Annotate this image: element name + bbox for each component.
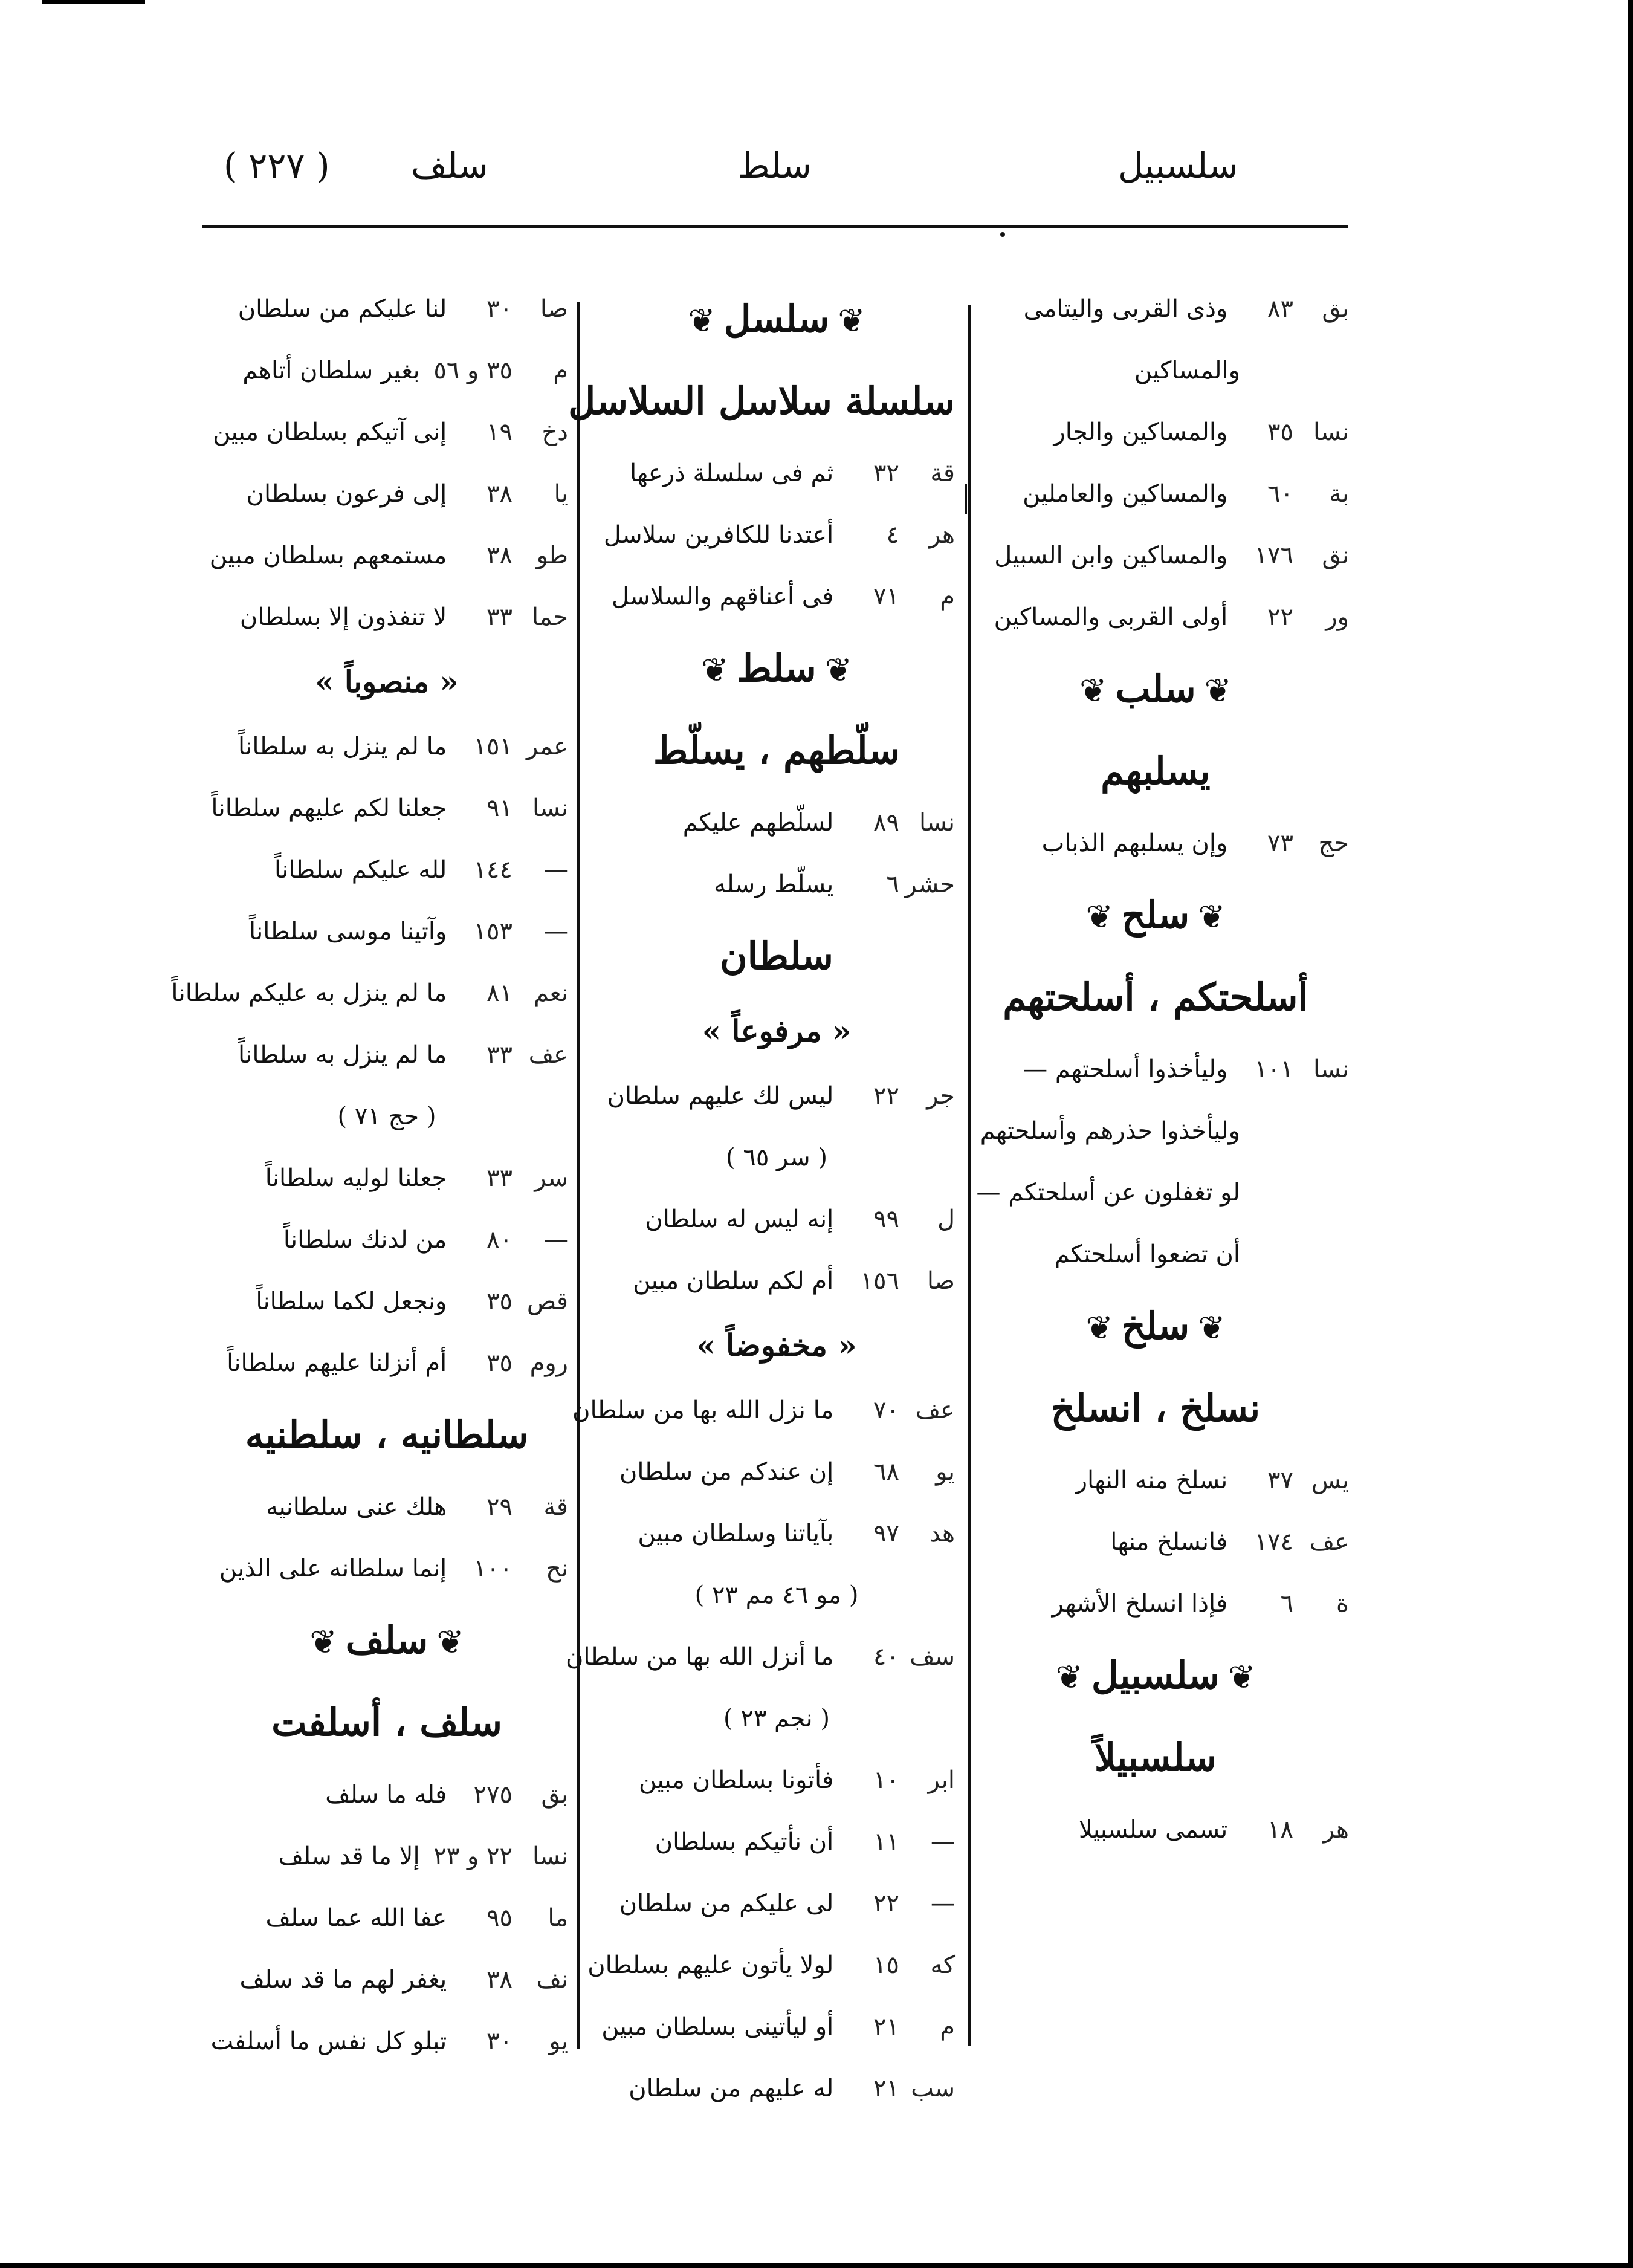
verse-excerpt: فى أعناقهم والسلاسل [611,583,834,611]
verse-number: ٣٧ [1267,1466,1293,1494]
concordance-line [205,839,568,901]
verse-number: ٤ [886,521,899,549]
root-word: سلخ [1121,1304,1190,1348]
surah-abbrev: م [940,583,955,611]
surah-abbrev: قص [526,1288,568,1315]
ornament-icon: ❦ [824,651,852,689]
surah-abbrev: نسا [532,794,568,822]
concordance-line [962,1038,1349,1100]
verse-excerpt: لا تنفذون إلا بسلطان [239,603,447,631]
surah-abbrev: حما [531,603,568,631]
verse-number: ١٠٠ [473,1555,513,1583]
verse-number: ٣٥ [487,1288,513,1315]
surah-abbrev: م [940,2013,955,2041]
surah-abbrev: ل [937,1205,955,1233]
verse-excerpt: ونجعل لكما سلطاناً [256,1288,447,1315]
concordance-line [205,1826,568,1887]
concordance-line [205,1271,568,1332]
case-label: « مخفوضاً » [696,1327,857,1363]
verse-number: ٧١ [873,583,899,611]
verse-number: ٢١ [873,2013,899,2041]
verse-excerpt: أولى القربى والمساكين [994,603,1228,631]
verse-number: ٦٠ [1267,480,1293,508]
surah-abbrev: بق [1322,295,1349,323]
verse-excerpt: والمساكين والجار [1053,418,1228,446]
verse-number: ١٤٤ [473,856,513,884]
header-dot [1000,232,1005,237]
surah-abbrev: قة [930,459,955,487]
surah-abbrev: حشر [905,870,955,898]
running-head-middle: سلط [737,145,812,186]
verse-number: ١٥ [873,1951,899,1979]
verse-number: ٢٧٥ [473,1781,513,1809]
verse-excerpt: أن نأتيكم بسلطان [655,1828,834,1856]
verse-number: ١٠١ [1254,1055,1293,1083]
verse-excerpt: له عليهم من سلطان [629,2075,834,2102]
verse-excerpt: أم أنزلنا عليهم سلطاناً [227,1349,447,1377]
verse-number: ٧٣ [1267,829,1293,857]
concordance-line [205,1147,568,1209]
verse-excerpt: فانسلخ منها [1110,1528,1228,1556]
verse-number: ٣٨ [487,480,513,508]
derived-forms-heading: يسلبهم [1101,749,1211,793]
concordance-line [205,777,568,839]
verse-number: ٣٨ [487,542,513,569]
surah-abbrev: نسا [1313,418,1349,446]
verse-excerpt: إلى فرعون بسلطان [246,480,447,508]
concordance-line [962,1573,1349,1635]
verse-excerpt: جعلنا لكم عليهم سلطاناً [211,794,447,822]
derived-forms-heading: سلطانيه ، سلطنيه [245,1413,529,1457]
verse-number: ٧٠ [873,1396,899,1424]
derived-forms-heading: سلف ، أسلفت [271,1700,502,1745]
verse-excerpt: ما أنزل الله بها من سلطان [565,1643,834,1671]
surah-abbrev: جر [926,1082,955,1110]
ornament-icon: ❦ [1228,1658,1256,1696]
verse-excerpt: تبلو كل نفس ما أسلفت [210,2027,447,2055]
concordance-line [205,1764,568,1826]
verse-continuation [962,1162,1349,1223]
verse-excerpt: وإن يسلبهم الذباب [1041,829,1228,857]
root-word: سلط [737,646,816,690]
surah-abbrev: — [544,856,568,884]
surah-abbrev: ور [1325,603,1349,631]
verse-number: ٣٣ [487,1041,513,1069]
ornament-icon: ❦ [1085,1309,1113,1347]
surah-abbrev: عمر [526,733,568,760]
cross-reference: ( نجم ٢٣ ) [723,1705,830,1732]
verse-number: ٣٠ [487,2027,513,2055]
concordance-line [598,792,955,854]
surah-abbrev: — [544,1226,568,1254]
surah-abbrev: يو [549,2027,568,2055]
scan-edge-bottom [0,2263,1633,2268]
concordance-line [205,340,568,401]
verse-excerpt: إن عندكم من سلطان [619,1458,834,1486]
verse-number: ١٥١ [473,733,513,760]
concordance-line [962,463,1349,525]
verse-number: ١٠ [873,1766,899,1794]
concordance-line [962,525,1349,586]
concordance-line [598,1188,955,1250]
verse-excerpt: لى عليكم من سلطان [619,1890,834,1917]
concordance-line [205,1476,568,1538]
column-right [962,278,1349,1861]
verse-excerpt: والمساكين والعاملين [1023,480,1228,508]
ornament-icon: ❦ [838,302,865,340]
derived-forms-heading: سلّطهم ، يسلّط [653,728,901,773]
concordance-line [598,1996,955,2058]
ornament-icon: ❦ [1198,1309,1226,1347]
surah-abbrev: بق [541,1781,568,1809]
verse-excerpt: إنه ليس له سلطان [645,1205,834,1233]
verse-excerpt: وليأخذوا حذرهم وأسلحتهم [980,1117,1240,1145]
case-label: « مرفوعاً » [702,1013,852,1049]
concordance-line [205,1024,568,1086]
surah-abbrev: — [931,1890,955,1917]
verse-excerpt: ما لم ينزل به عليكم سلطاناً [171,979,447,1007]
verse-continuation [962,340,1349,401]
verse-number: ٢٢ [873,1082,899,1110]
verse-continuation [962,1223,1349,1285]
surah-abbrev: نح [546,1555,568,1583]
verse-excerpt: وآتينا موسى سلطاناً [248,918,447,945]
derived-forms-heading: نسلخ ، انسلخ [1050,1386,1261,1430]
derived-forms-heading: سلطان [720,934,833,978]
verse-number: ٩٧ [873,1520,899,1547]
verse-excerpt: عفا الله عما سلف [265,1904,447,1932]
verse-excerpt: أن تضعوا أسلحتكم [1054,1240,1240,1268]
ornament-icon: ❦ [701,651,729,689]
concordance-line [205,1949,568,2010]
concordance-line [205,901,568,962]
surah-abbrev: روم [529,1349,568,1377]
verse-excerpt: فإذا انسلخ الأشهر [1052,1590,1228,1618]
root-word: سلح [1121,893,1190,937]
verse-excerpt: لله عليكم سلطاناً [274,856,447,884]
verse-excerpt: هلك عنى سلطانيه [266,1493,447,1521]
scan-edge-top [42,0,145,4]
page-number: ( ٢٢٧ ) [224,145,330,186]
verse-number: ٢٩ [487,1493,513,1521]
verse-excerpt: فأتونا بسلطان مبين [638,1766,834,1794]
verse-excerpt: لولا يأتون عليهم بسلطان [587,1951,834,1979]
running-head-left: سلف [411,145,488,186]
concordance-line [598,1441,955,1503]
verse-number: ١٧٦ [1254,542,1293,569]
verse-number: ١٥٦ [860,1267,899,1295]
concordance-line [205,1332,568,1394]
concordance-line [598,1250,955,1312]
ornament-icon: ❦ [1198,898,1226,936]
concordance-line [587,1934,955,1996]
concordance-line [572,1379,955,1441]
verse-number: ١٩ [487,418,513,446]
verse-number: ٩١ [487,794,513,822]
verse-excerpt: والمساكين [1134,357,1240,384]
surah-abbrev: سر [534,1164,568,1192]
concordance-line [205,1887,568,1949]
verse-excerpt: لسلّطهم عليكم [682,809,834,837]
verse-excerpt: تسمى سلسبيلا [1078,1816,1228,1844]
verse-number: ٦٨ [873,1458,899,1486]
concordance-line [962,1450,1349,1511]
verse-excerpt: أعتدنا للكافرين سلاسل [603,521,834,549]
concordance-line [205,525,568,586]
surah-abbrev: عف [1309,1528,1349,1556]
surah-abbrev: عف [915,1396,955,1424]
verse-number: ١١ [873,1828,899,1856]
verse-excerpt: ما لم ينزل به سلطاناً [238,733,447,760]
surah-abbrev: طو [536,542,568,569]
verse-number: ٨٠ [487,1226,513,1254]
verse-excerpt: يغفر لهم ما قد سلف [239,1966,447,1994]
derived-forms-heading: أسلحتكم ، أسلحتهم [1003,975,1308,1019]
ornament-icon: ❦ [1085,898,1113,936]
verse-number: ٤٠ [873,1643,899,1671]
surah-abbrev: ابر [928,1766,955,1794]
concordance-line [962,586,1349,648]
surah-abbrev: قة [543,1493,568,1521]
verse-number: ٣٥ و ٥٦ [433,357,513,384]
verse-excerpt: وليأخذوا أسلحتهم — [1023,1055,1228,1083]
header-rule [202,225,1348,228]
verse-excerpt: وذى القربى واليتامى [1023,295,1228,323]
ornament-icon: ❦ [1055,1658,1083,1696]
derived-forms-heading: سلسبيلاً [1094,1735,1217,1780]
surah-abbrev: عف [528,1041,568,1069]
column-left [171,278,568,2072]
root-heading [962,648,1349,730]
verse-excerpt: بآياتنا وسلطان مبين [638,1520,834,1547]
surah-abbrev: ما [548,1904,568,1932]
verse-number: ٣٢ [873,459,899,487]
concordance-line [598,1503,955,1564]
verse-number: ٣٨ [487,1966,513,1994]
verse-continuation [962,1100,1349,1162]
concordance-line [598,442,955,504]
verse-number: ٨٣ [1267,295,1293,323]
verse-number: ٣٣ [487,603,513,631]
concordance-line [205,2010,568,2072]
surah-abbrev: ة [1336,1590,1349,1618]
root-heading [598,627,955,710]
ornament-icon: ❦ [436,1623,464,1661]
surah-abbrev: صا [926,1267,955,1295]
concordance-line [962,401,1349,463]
verse-excerpt: أم لكم سلطان مبين [633,1267,834,1295]
surah-abbrev: سب [911,2075,955,2102]
verse-number: ٦ [886,870,899,898]
verse-number: ٣٥ [487,1349,513,1377]
verse-number: ٢٢ و ٢٣ [433,1842,513,1870]
verse-number: ٩٥ [487,1904,513,1932]
surah-abbrev: هد [929,1520,955,1547]
verse-excerpt: مستمعهم بسلطان مبين [209,542,447,569]
surah-abbrev: يو [936,1458,955,1486]
concordance-line [565,1626,955,1688]
concordance-line [598,566,955,627]
root-heading [205,1599,568,1682]
root-heading [598,278,955,360]
surah-abbrev: م [553,357,568,384]
derived-forms-heading: سلسلة سلاسل السلاسل [568,379,955,423]
surah-abbrev: — [931,1828,955,1856]
verse-excerpt: من لدنك سلطاناً [283,1226,447,1254]
verse-excerpt: بغير سلطان أتاهم [242,357,420,384]
concordance-line [598,1811,955,1873]
case-label: « منصوباً » [315,664,459,699]
concordance-line [205,716,568,777]
root-word: سلسبيل [1091,1653,1220,1697]
surah-abbrev: بة [1329,480,1349,508]
scan-edge-right [1628,0,1633,2268]
verse-excerpt: فله ما سلف [325,1781,447,1809]
root-word: سلف [345,1618,428,1662]
surah-abbrev: هر [1322,1816,1349,1844]
concordance-line [598,1749,955,1811]
verse-excerpt: جعلنا لوليه سلطاناً [265,1164,447,1192]
verse-excerpt: يسلّط رسله [714,870,834,898]
ornament-icon: ❦ [1204,672,1232,710]
root-word: سلسل [723,297,830,341]
ornament-icon: ❦ [688,302,716,340]
cross-reference: ( مو ٤٦ مم ٢٣ ) [694,1581,859,1609]
cross-reference: ( سر ٦٥ ) [726,1144,827,1171]
column-middle [565,278,955,2119]
surah-abbrev: نف [536,1966,568,1994]
verse-number: ٢١ [873,2075,899,2102]
verse-excerpt: ثم فى سلسلة ذرعها [630,459,834,487]
surah-abbrev: نسا [1313,1055,1349,1083]
concordance-line [598,2058,955,2119]
concordance-line [962,1511,1349,1573]
verse-number: ٣٥ [1267,418,1293,446]
concordance-line [205,463,568,525]
root-heading [962,1285,1349,1367]
ornament-icon: ❦ [1079,672,1107,710]
concordance-line [598,1065,955,1127]
surah-abbrev: صا [540,295,568,323]
root-heading [962,1635,1349,1717]
surah-abbrev: دخ [542,418,568,446]
verse-number: ٣٠ [487,295,513,323]
concordance-line [962,812,1349,874]
verse-number: ٨٩ [873,809,899,837]
verse-number: ٨١ [487,979,513,1007]
surah-abbrev: يس [1311,1466,1349,1494]
verse-excerpt: لنا عليكم من سلطان [238,295,447,323]
surah-abbrev: يا [554,480,568,508]
concordance-line [962,1799,1349,1861]
root-word: سلب [1115,667,1196,711]
verse-excerpt: والمساكين وابن السبيل [994,542,1228,569]
column-rule-left [577,302,580,2049]
surah-abbrev: نعم [533,979,568,1007]
verse-number: ١٥٣ [473,918,513,945]
verse-number: ١٨ [1267,1816,1293,1844]
verse-excerpt: أو ليأتينى بسلطان مبين [601,2013,834,2041]
verse-excerpt: نسلخ منه النهار [1075,1466,1228,1494]
verse-number: ٢٢ [873,1890,899,1917]
verse-excerpt: إنما سلطانه على الذين [219,1555,447,1583]
concordance-line [205,586,568,648]
concordance-line [205,401,568,463]
concordance-line [171,962,568,1024]
verse-number: ٢٢ [1267,603,1293,631]
verse-excerpt: ما لم ينزل به سلطاناً [238,1041,447,1069]
ornament-icon: ❦ [309,1623,337,1661]
surah-abbrev: نسا [919,809,955,837]
surah-abbrev: هر [928,521,955,549]
concordance-line [598,1873,955,1934]
verse-number: ٦ [1280,1590,1293,1618]
surah-abbrev: نق [1322,542,1349,569]
root-heading [962,874,1349,956]
surah-abbrev: نسا [532,1842,568,1870]
surah-abbrev: كه [930,1951,955,1979]
concordance-line [962,278,1349,340]
verse-excerpt: ليس لك عليهم سلطان [607,1082,834,1110]
surah-abbrev: — [544,918,568,945]
concordance-line [598,504,955,566]
verse-excerpt: إلا ما قد سلف [278,1842,420,1870]
concordance-line [205,278,568,340]
running-head-right: سلسبيل [1118,145,1238,186]
verse-number: ٩٩ [873,1205,899,1233]
verse-excerpt: لو تغفلون عن أسلحتكم — [976,1179,1240,1207]
concordance-line [205,1209,568,1271]
cross-reference: ( حج ٧١ ) [337,1103,436,1130]
verse-excerpt: إنى آتيكم بسلطان مبين [213,418,447,446]
verse-number: ١٧٤ [1254,1528,1293,1556]
verse-number: ٣٣ [487,1164,513,1192]
verse-excerpt: ما نزل الله بها من سلطان [572,1396,834,1424]
concordance-line [205,1538,568,1599]
surah-abbrev: سف [910,1643,955,1671]
concordance-line [598,854,955,915]
surah-abbrev: حج [1318,829,1349,857]
